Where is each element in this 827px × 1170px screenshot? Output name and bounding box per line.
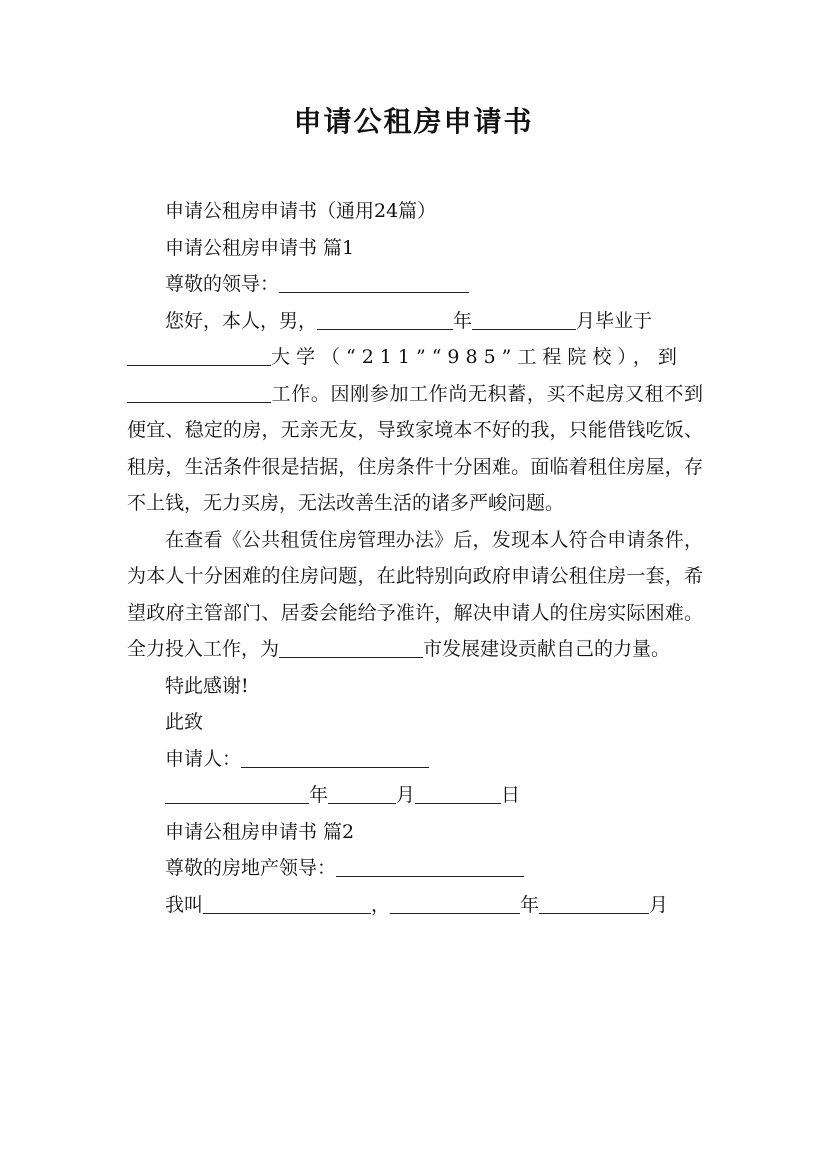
blank-underline (328, 784, 396, 804)
blank-underline (539, 894, 649, 914)
paragraph-1-text: 年 (453, 309, 473, 332)
paragraph-1 (127, 303, 703, 522)
greeting-text-1: 尊敬的领导： (165, 273, 280, 295)
paragraph-3-text: 年 (520, 893, 540, 916)
blank-underline (279, 638, 423, 658)
paragraph-2 (127, 522, 703, 668)
blank-underline (472, 310, 576, 330)
greeting-line-2 (127, 850, 703, 887)
paragraph-3-text: 月 (649, 893, 669, 916)
paragraph-2-text: 在查看《公共租赁住房管理办法》后，发现本人符合申请条件，为本人十分困难的住房问题，在此特别向政府申请公租住房一套，希望政府主管部门、居委会能给予准许，解决申请人的住房实际困难。全力投入工作，为 (127, 528, 703, 660)
applicant-label: 申请人： (165, 747, 242, 770)
paragraph-1-text: 工作。因刚参加工作尚无积蓄，买不起房又租不到便宜、稳定的房，无亲无友，导致家境本不好的我，只能借钱吃饭、租房，生活条件很是拮据，住房条件十分困难。面临着租住房屋，存不上钱，无力买房，无法改善生活的诸多严峻问题。 (127, 382, 703, 514)
document-title: 申请公租房申请书 (293, 105, 534, 138)
blank-underline (241, 748, 429, 768)
blank-underline (415, 784, 501, 804)
greeting-text-2: 尊敬的房地产领导： (165, 857, 337, 879)
blank-underline (127, 383, 271, 403)
date-line (127, 777, 703, 814)
paragraph-2-text: 市发展建设贡献自己的力量。 (423, 638, 671, 660)
blank-underline (336, 857, 524, 877)
subtitle-line: 申请公租房申请书（通用24篇） (165, 200, 437, 222)
section-heading-2: 申请公租房申请书 篇2 (165, 820, 355, 843)
blank-underline (127, 346, 271, 366)
paragraph-1-text: 大学（“211”“985”工程院校），到 (271, 346, 683, 368)
blank-underline (203, 894, 371, 914)
paragraph-3-text: ， (371, 893, 391, 916)
blank-underline (390, 894, 520, 914)
paragraph-3 (127, 887, 703, 924)
blank-underline (279, 273, 469, 293)
date-day-label: 日 (501, 784, 521, 806)
section-heading-1: 申请公租房申请书 篇1 (165, 236, 355, 259)
date-month-label: 月 (396, 784, 416, 806)
paragraph-3-text: 我叫 (165, 893, 204, 916)
thanks-line: 特此感谢! (165, 674, 249, 697)
blank-underline (165, 784, 309, 804)
blank-underline (317, 310, 453, 330)
document-body (127, 193, 703, 923)
paragraph-1-text: 您好，本人，男， (165, 309, 318, 332)
date-year-label: 年 (309, 784, 329, 806)
paragraph-1-text: 月毕业于 (576, 309, 653, 332)
closing-line: 此致 (165, 711, 204, 733)
greeting-line-1 (127, 266, 703, 303)
applicant-line (127, 741, 703, 778)
